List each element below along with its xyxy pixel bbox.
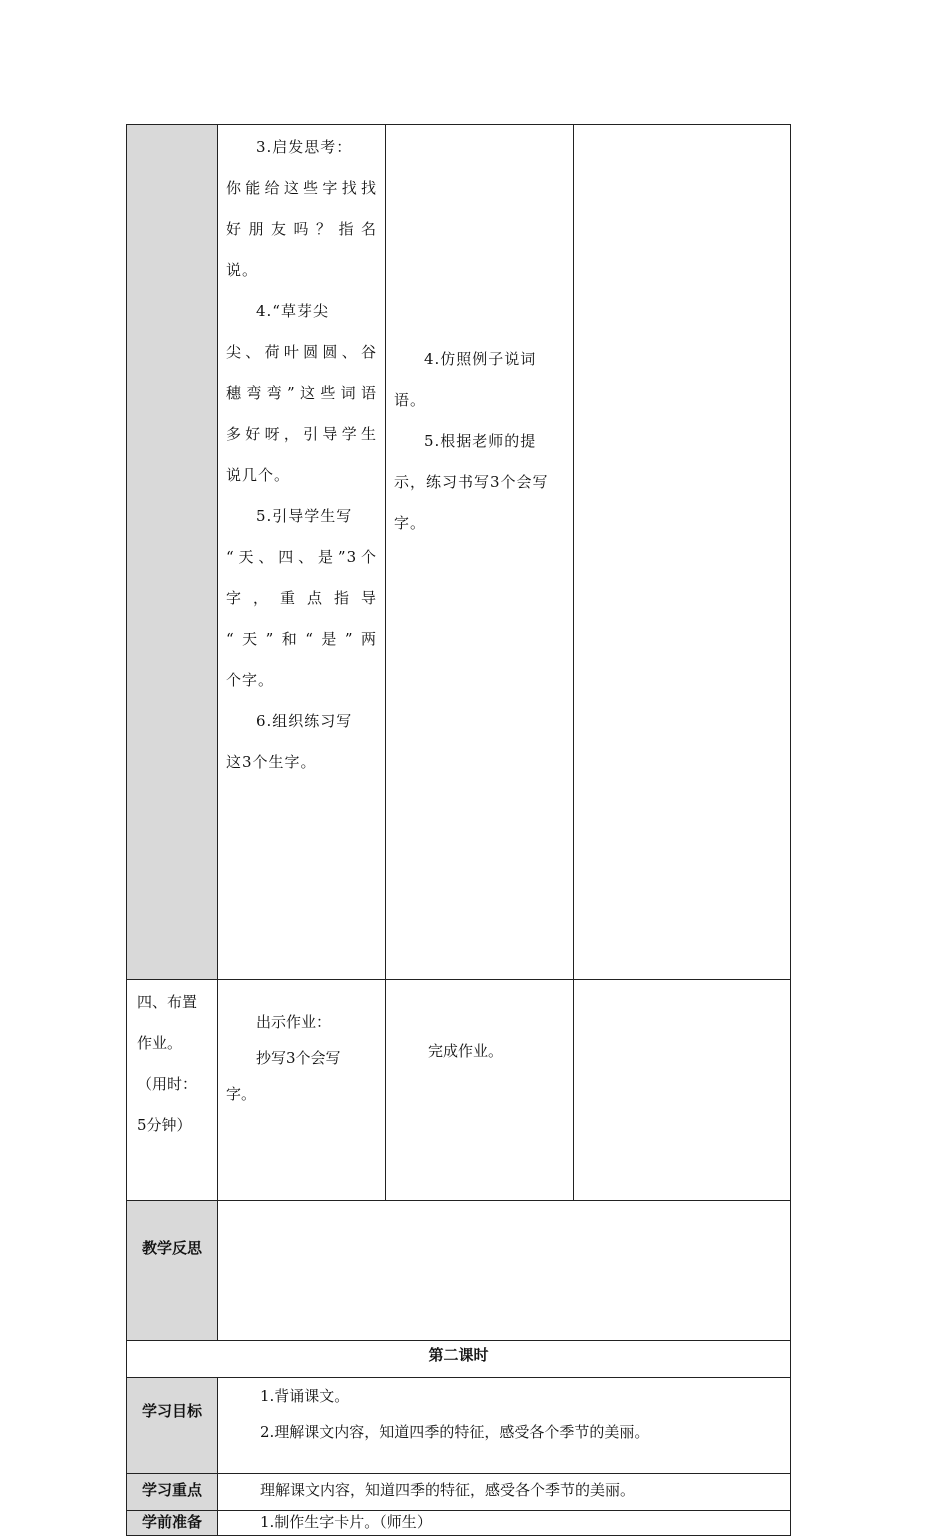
- student-activity-cell: [386, 125, 574, 980]
- focus-content: 理解课文内容，知道四季的特征，感受各个季节的美丽。: [218, 1474, 791, 1511]
- text-line: 说几个。: [226, 466, 291, 484]
- text-line: 字。: [226, 1085, 257, 1103]
- stage-label-line: （用时：: [137, 1075, 198, 1093]
- text-line: 你能给这些字找找: [226, 179, 377, 197]
- text-line: 5.根据老师的提: [424, 432, 537, 450]
- goals-label: 学习目标: [127, 1378, 218, 1474]
- text-line: 语。: [394, 391, 427, 409]
- stage-label-cell: [127, 980, 218, 1201]
- text-line: 4.“草芽尖: [256, 302, 329, 320]
- text-line: “天”和“是”两: [226, 630, 377, 648]
- table-row: [127, 1341, 791, 1378]
- goal-item: 2.理解课文内容，知道四季的特征，感受各个季节的美丽。: [260, 1423, 650, 1441]
- text-line: 字，重点指导: [226, 589, 377, 607]
- prep-content: 1.制作生字卡片。（师生）: [218, 1511, 791, 1536]
- teacher-activity-cell: [218, 980, 386, 1201]
- text-line: 个字。: [226, 671, 275, 689]
- goals-content-cell: [218, 1378, 791, 1474]
- text-line: 6.组织练习写: [256, 712, 353, 730]
- notes-cell: [574, 980, 791, 1201]
- text-line: 5.引导学生写: [256, 507, 353, 525]
- stage-label-line: 5分钟）: [137, 1116, 192, 1134]
- text-line: 多好呀，引导学生: [226, 425, 377, 443]
- table-row: [127, 1511, 791, 1536]
- goal-item: 1.背诵课文。: [260, 1387, 350, 1405]
- table-row: [127, 980, 791, 1201]
- stage-cell: [127, 125, 218, 980]
- reflection-label: 教学反思: [127, 1201, 218, 1341]
- text-line: 好朋友吗？指名: [226, 220, 377, 238]
- reflection-content-cell: [218, 1201, 791, 1341]
- notes-cell: [574, 125, 791, 980]
- student-activity-cell: [386, 980, 574, 1201]
- section-title: 第二课时: [127, 1341, 791, 1378]
- text-line: 字。: [394, 514, 427, 532]
- text-line: 出示作业：: [256, 1013, 332, 1031]
- teacher-activity-cell: [218, 125, 386, 980]
- text-line: 4.仿照例子说词: [424, 350, 537, 368]
- stage-label-line: 四、布置: [137, 993, 198, 1011]
- lesson-plan-table: [126, 124, 791, 1536]
- prep-label: 学前准备: [127, 1511, 218, 1536]
- table-row: [127, 1474, 791, 1511]
- table-row: [127, 1201, 791, 1341]
- text-line: 这3个生字。: [226, 753, 317, 771]
- text-line: “天、四、是”3个: [226, 548, 377, 566]
- table-row: [127, 1378, 791, 1474]
- stage-label-line: 作业。: [137, 1034, 183, 1052]
- table-row: [127, 125, 791, 980]
- text-line: 说。: [226, 261, 259, 279]
- text-line: 示，练习书写3个会写: [394, 473, 549, 491]
- text-line: 完成作业。: [428, 1042, 504, 1060]
- text-line: 3.启发思考：: [256, 138, 353, 156]
- text-line: 尖、荷叶圆圆、谷: [226, 343, 377, 361]
- focus-label: 学习重点: [127, 1474, 218, 1511]
- text-line: 抄写3个会写: [256, 1049, 341, 1067]
- text-line: 穗弯弯”这些词语: [226, 384, 377, 402]
